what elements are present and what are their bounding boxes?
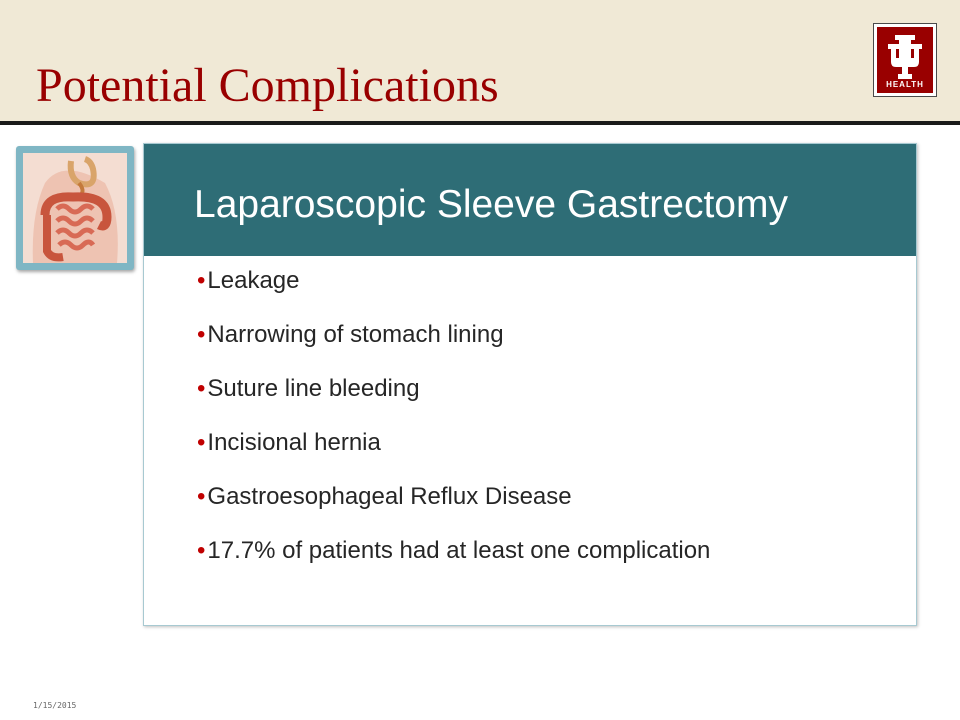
procedure-card xyxy=(143,143,917,626)
list-item xyxy=(197,320,710,374)
list-item-text: Incisional hernia xyxy=(207,429,381,456)
slide-date: 1/15/2015 xyxy=(33,701,77,710)
list-item-text: Leakage xyxy=(207,267,300,294)
list-item xyxy=(197,428,710,482)
bullet-icon: • xyxy=(197,483,206,510)
list-item-text: Suture line bleeding xyxy=(207,375,420,402)
list-item xyxy=(197,374,710,428)
list-item-text: Gastroesophageal Reflux Disease xyxy=(207,483,572,510)
list-item-text: Narrowing of stomach lining xyxy=(207,321,504,348)
bullet-icon: • xyxy=(197,537,206,564)
header-divider xyxy=(0,121,960,125)
intestines-illustration xyxy=(23,153,127,263)
list-item xyxy=(197,266,710,320)
bullet-icon: • xyxy=(197,429,206,456)
card-header xyxy=(144,144,916,256)
bullet-icon: • xyxy=(197,267,206,294)
complications-list xyxy=(197,266,710,590)
iu-health-logo xyxy=(873,23,937,97)
bullet-icon: • xyxy=(197,321,206,348)
list-item-text: 17.7% of patients had at least one complication xyxy=(207,537,711,564)
card-title: Laparoscopic Sleeve Gastrectomy xyxy=(194,183,788,226)
list-item xyxy=(197,482,710,536)
logo-text: HEALTH xyxy=(886,80,924,89)
bullet-icon: • xyxy=(197,375,206,402)
list-item xyxy=(197,536,710,590)
slide-title: Potential Complications xyxy=(36,59,499,112)
digestive-system-thumbnail xyxy=(16,146,134,270)
